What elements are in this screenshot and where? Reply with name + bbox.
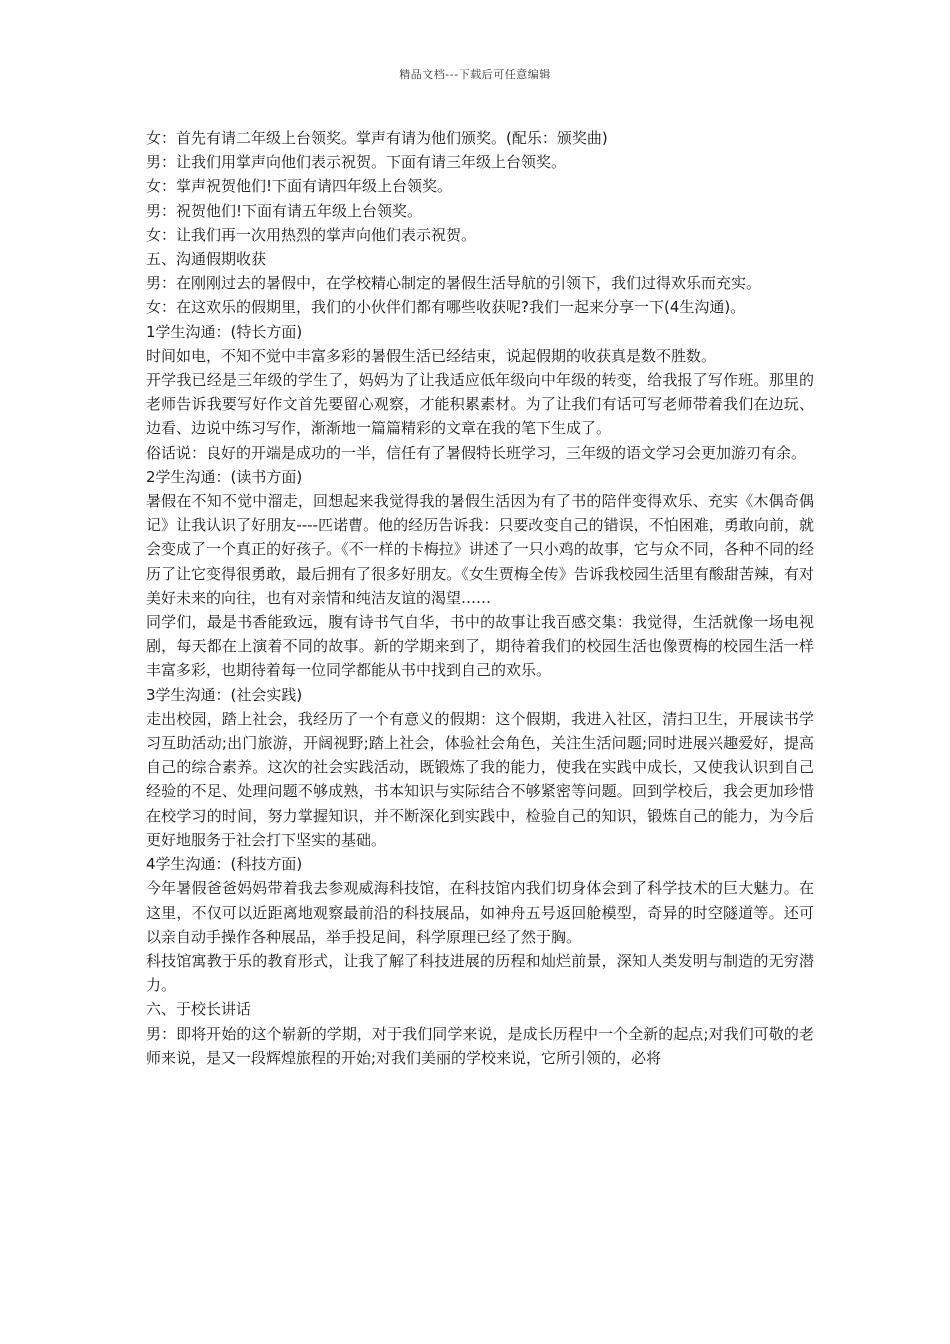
paragraph: 俗话说：良好的开端是成功的一半，信任有了暑假特长班学习，三年级的语文学习会更加游刃有余。: [146, 443, 807, 462]
paragraph: 男：即将开始的这个崭新的学期，对于我们同学来说，是成长历程中一个全新的起点;对我们可敬的老师来说，是又一段辉煌旅程的开始;对我们美丽的学校来说，它所引领的，必将: [146, 1024, 814, 1067]
section-heading: 五、沟通假期收获: [146, 250, 267, 269]
paragraph: 走出校园，踏上社会，我经历了一个有意义的假期：这个假期，我进入社区，清扫卫生，开展读书学习互助活动;出门旅游，开阔视野;踏上社会，体验社会角色，关注生活问题;同时进展兴趣爱好，提高自己的综合素养。这次的社会实践活动，既锻炼了我的能力，使我在实践中成长，又使我认识到自己经验的不足、处理问题不够成熟，书本知识与实际结合不够紧密等问题。回到学校后，我会更加珍惜在校学习的时间，努力掌握知识，并不断深化到实践中，检验自己的知识，锻炼自己的能力，为今后更好地服务于社会打下坚实的基础。: [146, 709, 814, 849]
paragraph: 时间如电，不知不觉中丰富多彩的暑假生活已经结束，说起假期的收获真是数不胜数。: [146, 346, 717, 365]
paragraph: 女：让我们再一次用热烈的掌声向他们表示祝贺。: [146, 225, 477, 244]
paragraph: 男：在刚刚过去的暑假中，在学校精心制定的暑假生活导航的引领下，我们过得欢乐而充实。: [146, 274, 762, 293]
subsection-heading: 4学生沟通：(科技方面): [146, 855, 303, 874]
paragraph: 今年暑假爸爸妈妈带着我去参观威海科技馆，在科技馆内我们切身体会到了科学技术的巨大魅力。在这里，不仅可以近距离地观察最前沿的科技展品，如神舟五号返回舱模型，奇异的时空隧道等。还可以亲自动手操作各种展品，举手投足间，科学原理已经了然于胸。: [146, 879, 814, 946]
paragraph: 同学们，最是书香能致远，腹有诗书气自华，书中的故事让我百感交集：我觉得，生活就像一场电视剧，每天都在上演着不同的故事。新的学期来到了，期待着我们的校园生活也像贾梅的校园生活一样丰富多彩，也期待着每一位同学都能从书中找到自己的欢乐。: [146, 613, 814, 680]
document-body: [146, 126, 814, 1070]
paragraph: 女：掌声祝贺他们!下面有请四年级上台领奖。: [146, 177, 453, 196]
paragraph: 科技馆寓教于乐的教育形式，让我了解了科技进展的历程和灿烂前景，深知人类发明与制造的无穷潜力。: [146, 951, 814, 995]
paragraph: 男：祝贺他们!下面有请五年级上台领奖。: [146, 201, 423, 220]
paragraph: 开学我已经是三年级的学生了，妈妈为了让我适应低年级向中年级的转变，给我报了写作班。那里的老师告诉我要写好作文首先要留心观察，才能积累素材。为了让我们有话可写老师带着我们在边玩、边看、边说中练习写作，渐渐地一篇篇精彩的文章在我的笔下生成了。: [146, 371, 814, 438]
section-heading: 六、于校长讲话: [146, 1000, 252, 1019]
subsection-heading: 3学生沟通：(社会实践): [146, 685, 303, 704]
paragraph: 暑假在不知不觉中溜走，回想起来我觉得我的暑假生活因为有了书的陪伴变得欢乐、充实《木偶奇偶记》让我认识了好朋友----匹诺曹。他的经历告诉我：只要改变自己的错误，不怕困难，勇敢向前，就会变成了一个真正的好孩子。《不一样的卡梅拉》讲述了一只小鸡的故事，它与众不同，各种不同的经历了让它变得很勇敢，最后拥有了很多好朋友。《女生贾梅全传》告诉我校园生活里有酸甜苦辣，有对美好未来的向往，也有对亲情和纯洁友谊的渴望……: [146, 492, 814, 607]
paragraph: 女：首先有请二年级上台领奖。掌声有请为他们颁奖。(配乐：颁奖曲): [146, 129, 608, 147]
paragraph: 男：让我们用掌声向他们表示祝贺。下面有请三年级上台领奖。: [146, 153, 567, 172]
subsection-heading: 2学生沟通：(读书方面): [146, 467, 303, 486]
paragraph: 女：在这欢乐的假期里，我们的小伙伴们都有哪些收获呢?我们一起来分享一下(4生沟通)。: [146, 298, 746, 317]
subsection-heading: 1学生沟通：(特长方面): [146, 322, 303, 341]
page-header: 精品文档---下载后可任意编辑: [399, 68, 551, 81]
